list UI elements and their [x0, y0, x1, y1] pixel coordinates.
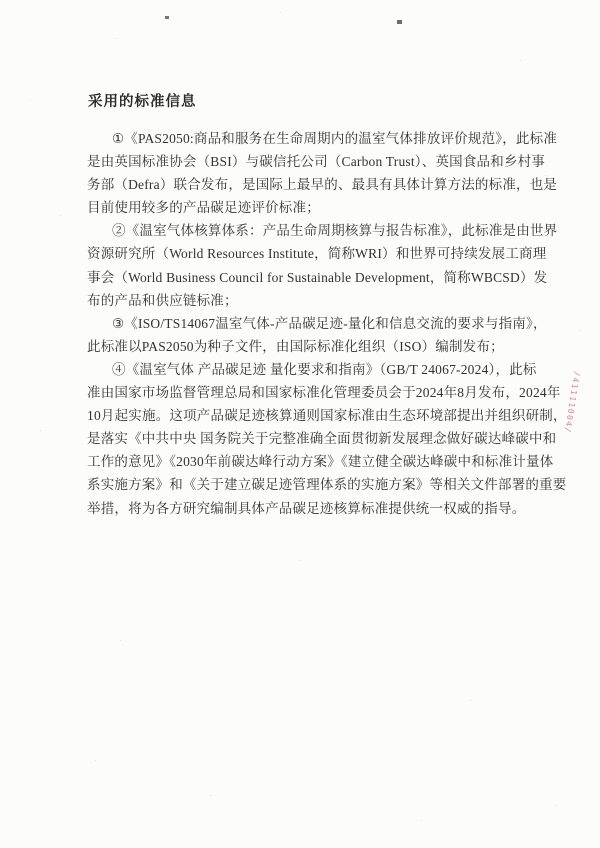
text-line: ③《ISO/TS14067温室气体-产品碳足迹-量化和信息交流的要求与指南》， — [112, 315, 547, 331]
section-title: 采用的标准信息 — [88, 94, 197, 110]
text-line: 是由英国标准协会（BSI）与碳信托公司（Carbon Trust）、英国食品和乡村事 — [87, 154, 546, 170]
text-line: 布的产品和供应链标准； — [87, 292, 238, 308]
scan-speck — [165, 16, 169, 19]
text-line: 举措，将为各方研究编制具体产品碳足迹核算标准提供统一权威的指导。 — [87, 500, 526, 516]
text-line: 工作的意见》《2030年前碳达峰行动方案》《建立健全碳达峰碳中和标准计量体 — [87, 454, 554, 470]
text-line: 10月起实施。这项产品碳足迹核算通则国家标准由生态环境部提出并组织研制， — [87, 408, 567, 424]
text-line: 务部（Defra）联合发布，是国际上最早的、最具有具体计算方法的标准，也是 — [87, 177, 558, 193]
text-line: ②《温室气体核算体系：产品生命周期核算与报告标准》，此标准是由世界 — [112, 223, 558, 239]
text-line: 事会（World Business Council for Sustainable Development，简称WBCSD）发 — [87, 269, 548, 285]
scan-speck — [397, 20, 402, 24]
scan-noise — [0, 0, 1, 1]
text-line: 此标准以PAS2050为种子文件，由国际标准化组织（ISO）编制发布； — [87, 338, 504, 354]
text-line: 目前使用较多的产品碳足迹评价标准； — [87, 200, 320, 216]
handwritten-side-mark: ∕41111004∕ — [562, 370, 582, 435]
text-line: 是落实《中共中央 国务院关于完整准确全面贯彻新发展理念做好碳达峰碳中和 — [87, 431, 557, 447]
text-line: 资源研究所（World Resources Institute，简称WRI）和世界可持续发展工商理 — [87, 246, 547, 262]
text-line: 系实施方案》和《关于建立碳足迹管理体系的实施方案》等相关文件部署的重要 — [87, 477, 567, 493]
text-line: ①《PAS2050:商品和服务在生命周期内的温室气体排放评价规范》，此标准 — [112, 131, 558, 146]
body-text — [87, 127, 567, 520]
text-line: ④《温室气体 产品碳足迹 量化要求和指南》（GB/T 24067-2024），此标 — [112, 361, 537, 377]
text-line: 准由国家市场监督管理总局和国家标准化管理委员会于2024年8月发布，2024年 — [87, 385, 561, 401]
